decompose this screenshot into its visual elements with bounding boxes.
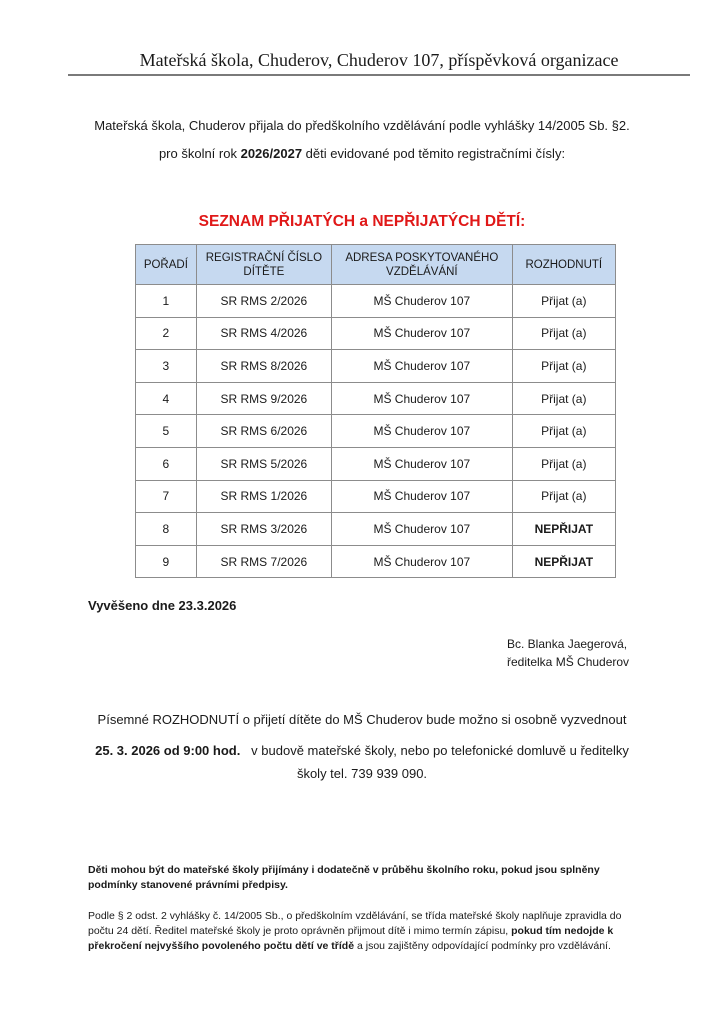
header-registration-number: REGISTRAČNÍ ČÍSLO DÍTĚTE bbox=[196, 245, 331, 285]
table-header-row bbox=[136, 245, 616, 285]
cell-decision: Přijat (a) bbox=[512, 317, 615, 350]
cell-order: 7 bbox=[136, 480, 197, 513]
cell-decision: Přijat (a) bbox=[512, 415, 615, 448]
cell-registration-number: SR RMS 4/2026 bbox=[196, 317, 331, 350]
posted-date: Vyvěšeno dne 23.3.2026 bbox=[88, 598, 237, 613]
header-address: ADRESA POSKYTOVANÉHO VZDĚLÁVÁNÍ bbox=[332, 245, 513, 285]
cell-address: MŠ Chuderov 107 bbox=[332, 513, 513, 546]
cell-order: 5 bbox=[136, 415, 197, 448]
cell-address: MŠ Chuderov 107 bbox=[332, 317, 513, 350]
cell-decision: Přijat (a) bbox=[512, 447, 615, 480]
letterhead-rule bbox=[68, 74, 690, 76]
cell-address: MŠ Chuderov 107 bbox=[332, 382, 513, 415]
header-order: POŘADÍ bbox=[136, 245, 197, 285]
table-row bbox=[136, 447, 616, 480]
table-body bbox=[136, 285, 616, 578]
cell-order: 2 bbox=[136, 317, 197, 350]
cell-registration-number: SR RMS 6/2026 bbox=[196, 415, 331, 448]
cell-decision: Přijat (a) bbox=[512, 285, 615, 318]
notice-phone: školy tel. 739 939 090. bbox=[296, 766, 428, 781]
cell-address: MŠ Chuderov 107 bbox=[332, 447, 513, 480]
footer-para2-part2: a jsou zajištěny odpovídající podmínky pro vzdělávání. bbox=[354, 940, 611, 952]
intro-line-1: Mateřská škola, Chuderov přijala do předškolního vzdělávání podle vyhlášky 14/2005 Sb. §2. bbox=[94, 118, 630, 133]
cell-registration-number: SR RMS 7/2026 bbox=[196, 545, 331, 578]
cell-order: 1 bbox=[136, 285, 197, 318]
cell-order: 4 bbox=[136, 382, 197, 415]
footer-para2-part1: Podle § 2 odst. 2 vyhlášky č. 14/2005 Sb., o předškolním vzdělávání, se třída mateřské školy naplňuje zpravidla do počtu 24 dětí. Ředitel mateřské školy je proto oprávněn přijmout dítě i mimo termín zápisu, bbox=[88, 910, 622, 937]
intro-prefix: pro školní rok bbox=[158, 146, 241, 161]
table-row bbox=[136, 545, 616, 578]
footer-paragraph-2 bbox=[88, 909, 648, 954]
pickup-date: 25. 3. 2026 od 9:00 hod. bbox=[95, 743, 241, 758]
signature-name: Bc. Blanka Jaegerová, bbox=[507, 637, 628, 651]
table-row bbox=[136, 317, 616, 350]
cell-registration-number: SR RMS 9/2026 bbox=[196, 382, 331, 415]
cell-address: MŠ Chuderov 107 bbox=[332, 480, 513, 513]
cell-address: MŠ Chuderov 107 bbox=[332, 545, 513, 578]
cell-order: 8 bbox=[136, 513, 197, 546]
notice-line-1: Písemné ROZHODNUTÍ o přijetí dítěte do MŠ Chuderov bude možno si osobně vyzvednout bbox=[97, 712, 627, 727]
footer-paragraph-1: Děti mohou být do mateřské školy přijímány i dodatečně v průběhu školního roku, pokud jsou splněny podmínky stanovené právními předpisy. bbox=[88, 864, 600, 891]
header-decision: ROZHODNUTÍ bbox=[512, 245, 615, 285]
cell-address: MŠ Chuderov 107 bbox=[332, 415, 513, 448]
cell-registration-number: SR RMS 1/2026 bbox=[196, 480, 331, 513]
cell-decision: NEPŘIJAT bbox=[512, 545, 615, 578]
notice-line-2 bbox=[60, 743, 664, 758]
cell-registration-number: SR RMS 8/2026 bbox=[196, 350, 331, 383]
notice-line-2-rest: v budově mateřské školy, nebo po telefonické domluvě u ředitelky bbox=[240, 743, 629, 758]
cell-address: MŠ Chuderov 107 bbox=[332, 285, 513, 318]
cell-registration-number: SR RMS 3/2026 bbox=[196, 513, 331, 546]
cell-decision: Přijat (a) bbox=[512, 382, 615, 415]
table-row bbox=[136, 382, 616, 415]
cell-decision: Přijat (a) bbox=[512, 480, 615, 513]
cell-order: 9 bbox=[136, 545, 197, 578]
cell-address: MŠ Chuderov 107 bbox=[332, 350, 513, 383]
signature-role: ředitelka MŠ Chuderov bbox=[507, 655, 630, 669]
intro-suffix: děti evidované pod těmito registračními čísly: bbox=[302, 146, 566, 161]
admissions-table bbox=[135, 244, 616, 578]
footer-para2-bold: pokud tím nedojde k překročení nejvyššího povoleného počtu dětí ve třídě bbox=[88, 925, 614, 952]
table-row bbox=[136, 285, 616, 318]
intro-line-2 bbox=[60, 146, 664, 161]
letterhead-title: Mateřská škola, Chuderov, Chuderov 107, příspěvková organizace bbox=[139, 50, 619, 70]
table-row bbox=[136, 480, 616, 513]
list-title: SEZNAM PŘIJATÝCH a NEPŘIJATÝCH DĚTÍ: bbox=[198, 213, 526, 230]
cell-order: 6 bbox=[136, 447, 197, 480]
school-year: 2026/2027 bbox=[240, 146, 303, 161]
table-row bbox=[136, 513, 616, 546]
table-row bbox=[136, 350, 616, 383]
cell-registration-number: SR RMS 5/2026 bbox=[196, 447, 331, 480]
cell-decision: Přijat (a) bbox=[512, 350, 615, 383]
cell-decision: NEPŘIJAT bbox=[512, 513, 615, 546]
cell-order: 3 bbox=[136, 350, 197, 383]
cell-registration-number: SR RMS 2/2026 bbox=[196, 285, 331, 318]
table-row bbox=[136, 415, 616, 448]
